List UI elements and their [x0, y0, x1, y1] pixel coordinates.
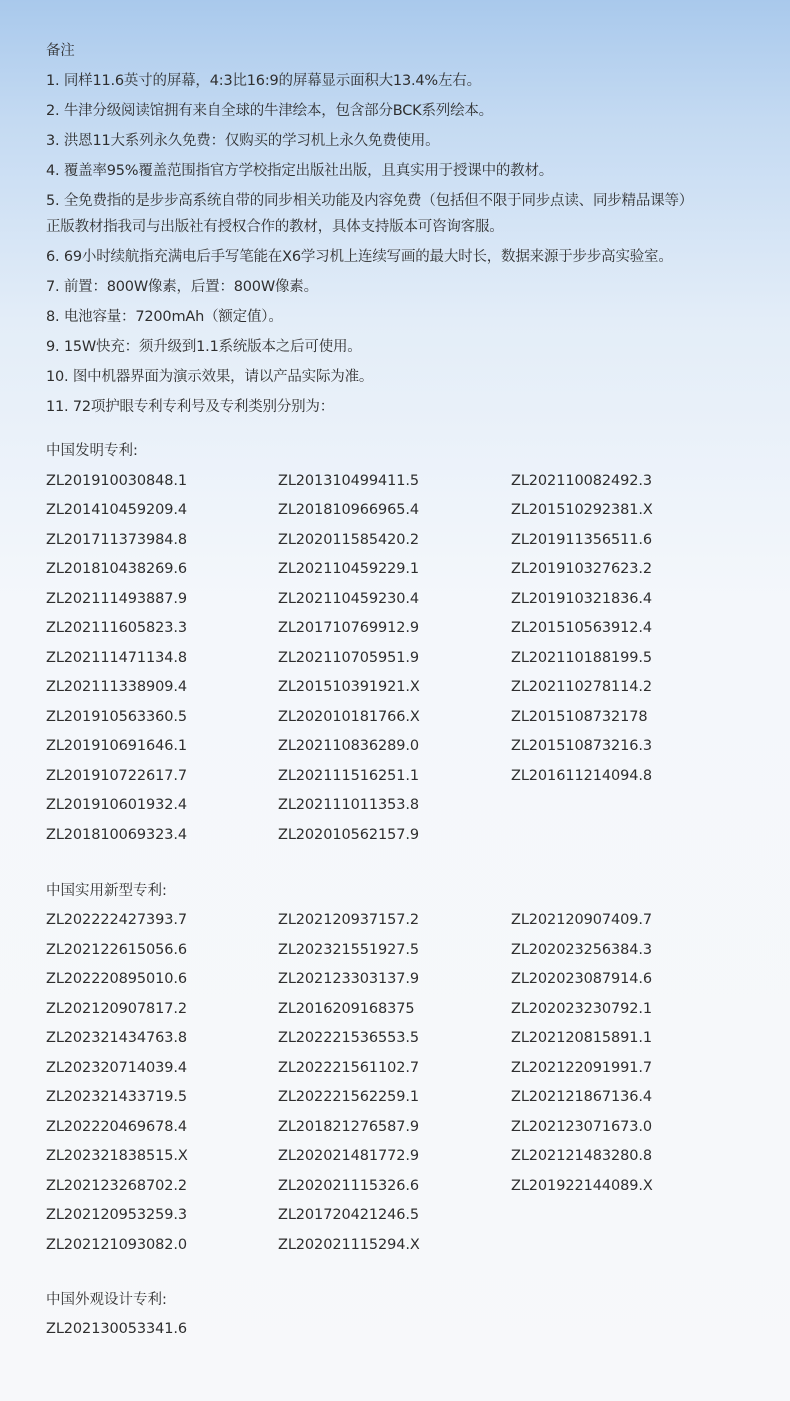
patent-number: ZL202321433719.5: [46, 1089, 187, 1105]
patent-number: ZL202123071673.0: [511, 1118, 652, 1135]
patent-number: ZL202111493887.9: [46, 590, 187, 607]
patent-number: ZL202321551927.5: [278, 941, 419, 958]
patent-number: ZL201510563912.4: [511, 620, 652, 636]
patent-number: ZL201810438269.6: [46, 561, 187, 577]
patent-number: ZL202122091991.7: [511, 1059, 652, 1076]
patent-number: ZL202120815891.1: [511, 1030, 652, 1046]
patent-number: ZL202221536553.5: [278, 1030, 419, 1046]
patent-number: ZL201910030848.1: [46, 472, 187, 489]
patent-number: ZL202320714039.4: [46, 1059, 187, 1076]
utility-patents-section: [46, 880, 776, 1256]
patent-number: ZL202321434763.8: [46, 1030, 187, 1046]
patent-number: ZL201910691646.1: [46, 738, 187, 754]
patent-number: ZL202121867136.4: [511, 1089, 652, 1105]
patent-number: ZL202111338909.4: [46, 679, 187, 695]
design-patents-list: [46, 1318, 776, 1340]
patent-number: ZL202221562259.1: [278, 1089, 419, 1105]
patent-number: ZL202110705951.9: [278, 649, 419, 666]
patent-number: ZL201310499411.5: [278, 472, 419, 489]
patent-number: ZL202123303137.9: [278, 971, 419, 987]
empty-cell: [511, 1234, 751, 1256]
empty-cell: [511, 824, 751, 846]
notes-title: 备注: [46, 43, 75, 59]
patent-number: ZL202221561102.7: [278, 1059, 419, 1076]
patent-number: ZL202023230792.1: [511, 1000, 652, 1017]
patent-number: ZL202010562157.9: [278, 826, 419, 843]
utility-patents-list: [46, 909, 776, 1256]
patent-number: ZL202222427393.7: [46, 912, 187, 928]
patent-number: ZL201510391921.X: [278, 679, 420, 695]
patent-number: ZL202122615056.6: [46, 941, 187, 958]
patent-number: ZL201711373984.8: [46, 531, 187, 548]
empty-cell: [278, 1318, 511, 1340]
utility-patents-title: 中国实用新型专利:: [46, 882, 167, 899]
note-1: 1. 同样11.6英寸的屏幕，4:3比16:9的屏幕显示面积大13.4%左右。: [46, 73, 481, 89]
patent-number: ZL202110459230.4: [278, 590, 419, 607]
empty-cell: [511, 794, 751, 816]
patent-number: ZL202111605823.3: [46, 620, 187, 636]
patent-number: ZL202121093082.0: [46, 1236, 187, 1253]
patent-number: ZL202110278114.2: [511, 679, 652, 695]
patent-number: ZL202110836289.0: [278, 738, 419, 754]
patent-number: ZL202110459229.1: [278, 561, 419, 577]
patent-number: ZL202120907817.2: [46, 1000, 187, 1017]
patent-number: ZL202123268702.2: [46, 1177, 187, 1194]
patent-number: ZL202021481772.9: [278, 1148, 419, 1164]
design-patents-section: [46, 1289, 776, 1341]
patent-number: ZL202111011353.8: [278, 797, 419, 813]
invention-patents-section: [46, 440, 776, 846]
note-10: 10. 图中机器界面为演示效果，请以产品实际为准。: [46, 369, 374, 385]
patent-number: ZL201910327623.2: [511, 561, 652, 577]
patent-number: ZL201611214094.8: [511, 767, 652, 784]
patent-number: ZL201922144089.X: [511, 1177, 653, 1194]
patent-number: ZL201810069323.4: [46, 826, 187, 843]
patent-number: ZL202130053341.6: [46, 1321, 187, 1337]
patent-number: ZL202121483280.8: [511, 1148, 652, 1164]
patent-number: ZL202110188199.5: [511, 649, 652, 666]
patent-number: ZL202021115294.X: [278, 1236, 420, 1253]
patent-number: ZL202023087914.6: [511, 971, 652, 987]
note-8: 8. 电池容量：7200mAh（额定值）。: [46, 309, 283, 325]
invention-patents-title: 中国发明专利:: [46, 443, 138, 459]
patent-number: ZL201910563360.5: [46, 708, 187, 725]
design-patents-title: 中国外观设计专利:: [46, 1291, 167, 1308]
patent-number: ZL202011585420.2: [278, 531, 419, 548]
patent-number: ZL201910722617.7: [46, 767, 187, 784]
patent-number: ZL201910321836.4: [511, 590, 652, 607]
note-5-continuation: 正版教材指我司与出版社有授权合作的教材，具体支持版本可咨询客服。: [46, 219, 504, 235]
patent-number: ZL202120907409.7: [511, 912, 652, 928]
notes-page: [46, 40, 776, 1340]
empty-cell: [511, 1204, 751, 1226]
patent-number: ZL202120953259.3: [46, 1207, 187, 1223]
note-7: 7. 前置：800W像素，后置：800W像素。: [46, 279, 318, 295]
note-11: 11. 72项护眼专利专利号及专利类别分别为：: [46, 399, 335, 415]
note-5: 5. 全免费指的是步步高系统自带的同步相关功能及内容免费（包括但不限于同步点读、同步精品课等）: [46, 193, 694, 209]
note-4: 4. 覆盖率95%覆盖范围指官方学校指定出版社出版，且真实用于授课中的教材。: [46, 163, 554, 179]
patent-number: ZL201510873216.3: [511, 738, 652, 754]
patent-number: ZL201911356511.6: [511, 531, 652, 548]
empty-cell: [511, 1318, 751, 1340]
patent-number: ZL201710769912.9: [278, 620, 419, 636]
patent-number: ZL202111516251.1: [278, 767, 419, 784]
patent-number: ZL201821276587.9: [278, 1118, 419, 1135]
note-3: 3. 洪恩11大系列永久免费：仅购买的学习机上永久免费使用。: [46, 133, 440, 149]
patent-number: ZL202120937157.2: [278, 912, 419, 928]
patent-number: ZL201720421246.5: [278, 1207, 419, 1223]
note-2: 2. 牛津分级阅读馆拥有来自全球的牛津绘本，包含部分BCK系列绘本。: [46, 103, 493, 119]
invention-patents-list: [46, 470, 776, 846]
patent-number: ZL202220895010.6: [46, 971, 187, 987]
patent-number: ZL201410459209.4: [46, 502, 187, 518]
patent-number: ZL201810966965.4: [278, 502, 419, 518]
patent-number: ZL202321838515.X: [46, 1148, 188, 1164]
patent-number: ZL202021115326.6: [278, 1177, 419, 1194]
patent-number: ZL202023256384.3: [511, 941, 652, 958]
note-6: 6. 69小时续航指充满电后手写笔能在X6学习机上连续写画的最大时长，数据来源于步步高实验室。: [46, 249, 673, 265]
patent-number: ZL2016209168375: [278, 1000, 415, 1017]
patent-number: ZL202110082492.3: [511, 472, 652, 489]
patent-number: ZL202111471134.8: [46, 649, 187, 666]
patent-number: ZL201910601932.4: [46, 797, 187, 813]
patent-number: ZL2015108732178: [511, 708, 648, 725]
patent-number: ZL202220469678.4: [46, 1118, 187, 1135]
patent-number: ZL202010181766.X: [278, 708, 420, 725]
note-9: 9. 15W快充：须升级到1.1系统版本之后可使用。: [46, 339, 362, 355]
patent-number: ZL201510292381.X: [511, 502, 653, 518]
